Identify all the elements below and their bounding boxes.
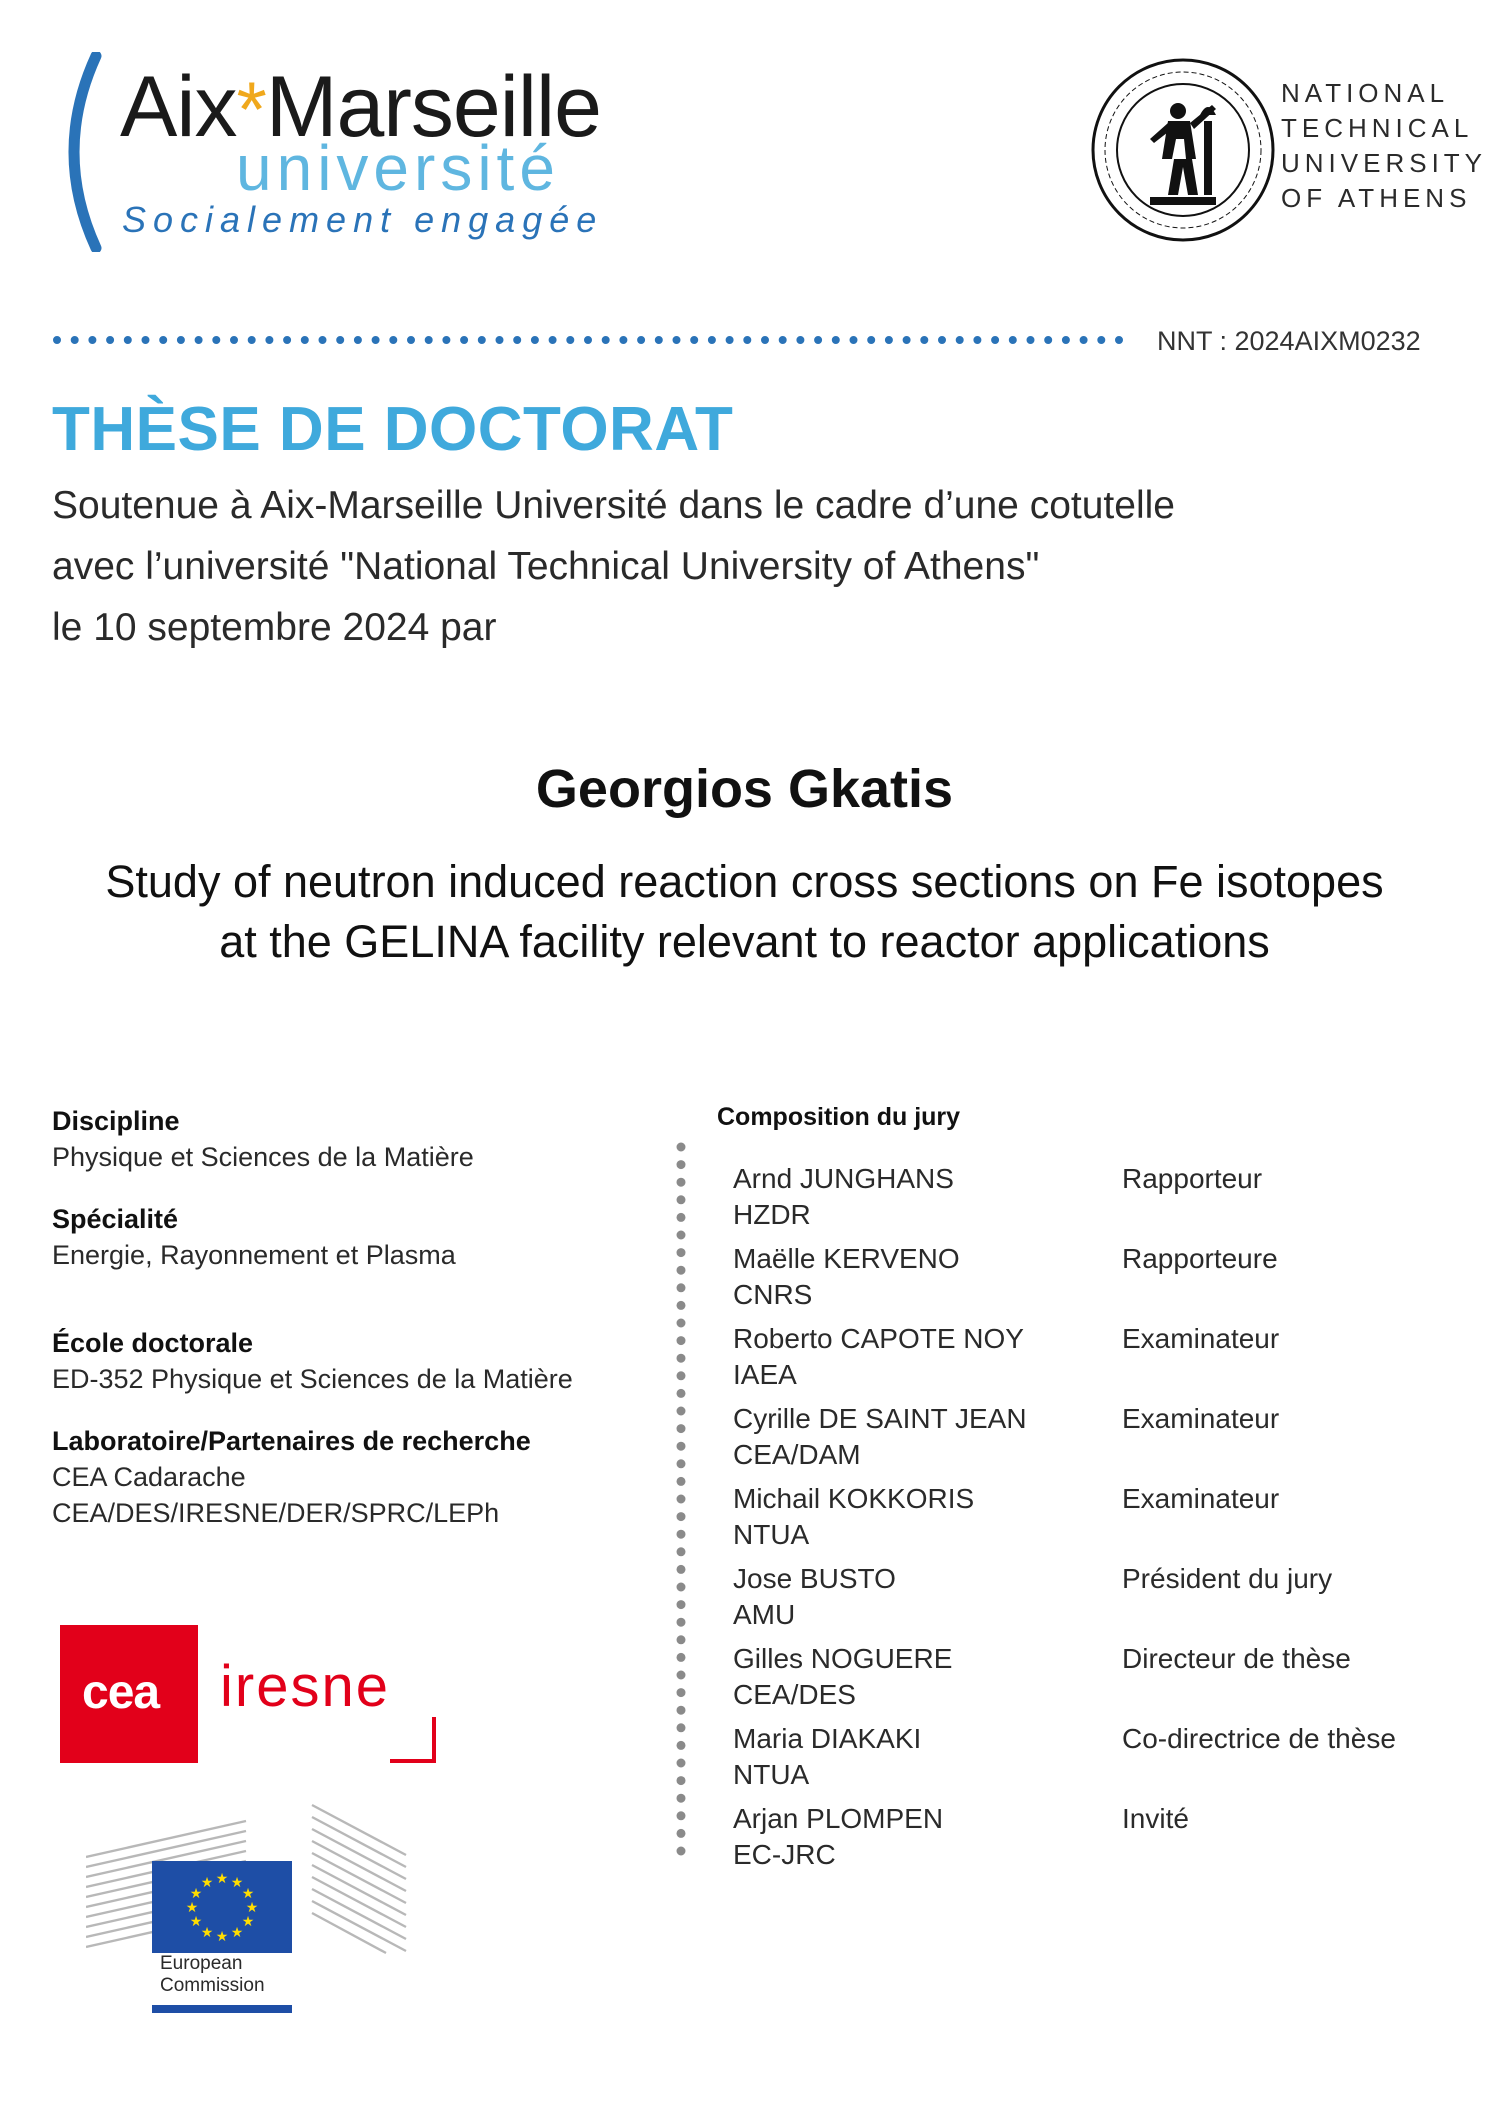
svg-text:★: ★ [185,1900,199,1916]
specialite-value: Energie, Rayonnement et Plasma [52,1240,456,1270]
jury-member-role: Examinateur [1122,1323,1280,1354]
defense-line: avec l’université "National Technical University of Athens" [52,545,1040,588]
jury-member [733,1481,1433,1561]
jury-member-institution: CNRS [733,1279,813,1310]
jury-member-name: Roberto CAPOTE NOY [733,1323,1024,1354]
iresne-wordmark: iresne [220,1654,390,1719]
discipline-label: Discipline [52,1106,180,1136]
jury-member-role: Président du jury [1122,1563,1333,1594]
ntua-line-university: UNIVERSITY [1281,148,1488,178]
jury-member-institution: HZDR [733,1199,811,1230]
ec-label-line: European [160,1953,243,1974]
jury-member-institution: CEA/DAM [733,1439,861,1470]
ec-underline [152,2005,292,2013]
amu-parenthesis-icon [48,52,108,252]
jury-heading: Composition du jury [717,1103,961,1131]
defense-line: Soutenue à Aix-Marseille Université dans le cadre d’une cotutelle [52,484,1175,527]
defense-line: le 10 septembre 2024 par [52,606,497,649]
jury-member-role: Rapporteur [1122,1163,1263,1194]
svg-text:★: ★ [230,1875,244,1891]
jury-member-institution: EC-JRC [733,1839,836,1870]
amu-aix: Aix [120,59,237,155]
jury-member-role: Co-directrice de thèse [1122,1723,1396,1754]
ec-label [160,1953,265,1997]
author-name: Georgios Gkatis [535,759,954,819]
ntua-prometheus-seal-icon [1088,55,1278,245]
iresne-corner-icon [388,1717,436,1763]
ecole-label: École doctorale [52,1328,254,1358]
labo-label: Laboratoire/Partenaires de recherche [52,1426,531,1456]
jury-member-institution: NTUA [733,1519,810,1550]
svg-text:★: ★ [215,1929,229,1945]
svg-text:★: ★ [241,1886,255,1902]
thesis-title [0,852,1489,972]
jury-member-role: Examinateur [1122,1483,1280,1514]
thesis-title-line: at the GELINA facility relevant to reactor applications [219,916,1270,967]
labo-value: CEA/DES/IRESNE/DER/SPRC/LEPh [52,1498,500,1528]
ntua-line-technical: TECHNICAL [1281,113,1474,143]
jury-member-name: Arnd JUNGHANS [733,1163,954,1194]
jury-member [733,1241,1433,1321]
ec-building-flag-icon [86,1795,416,1955]
jury-member [733,1721,1433,1801]
svg-text:★: ★ [215,1871,229,1887]
amu-tagline: Socialement engagée [122,199,604,240]
svg-text:★: ★ [200,1925,214,1941]
jury-member [733,1641,1433,1721]
jury-member-institution: NTUA [733,1759,810,1790]
cea-wordmark: cea [82,1666,160,1719]
jury-member-role: Rapporteure [1122,1243,1278,1274]
european-commission-logo [86,1795,416,2020]
jury-member-name: Gilles NOGUERE [733,1643,953,1674]
thesis-title-line: Study of neutron induced reaction cross sections on Fe isotopes [105,856,1384,907]
ntua-line-athens: OF ATHENS [1281,183,1472,213]
svg-text:★: ★ [189,1914,203,1930]
discipline-value: Physique et Sciences de la Matière [52,1142,474,1172]
these-title: THÈSE DE DOCTORAT [52,395,734,464]
jury-member-name: Arjan PLOMPEN [733,1803,944,1834]
amu-marseille: Marseille [265,59,601,155]
jury-member-role: Examinateur [1122,1403,1280,1434]
jury-member [733,1321,1433,1401]
jury-dotted-divider [674,1140,688,1870]
jury-member-name: Maëlle KERVENO [733,1243,960,1274]
jury-member-institution: IAEA [733,1359,797,1390]
jury-member-name: Michail KOKKORIS [733,1483,975,1514]
ntua-wordmark [1281,76,1487,216]
nnt-number: NNT : 2024AIXM0232 [1157,326,1421,356]
dotted-separator [52,334,1124,346]
ntua-line-national: NATIONAL [1281,78,1450,108]
jury-member [733,1161,1433,1241]
jury-member-role: Directeur de thèse [1122,1643,1351,1674]
ec-label-line: Commission [160,1975,265,1996]
jury-member-name: Jose BUSTO [733,1563,896,1594]
amu-logo [48,52,608,252]
svg-text:★: ★ [200,1875,214,1891]
thesis-info [52,1103,652,1531]
defense-statement [52,475,1175,658]
svg-text:★: ★ [241,1914,255,1930]
svg-text:★: ★ [245,1900,259,1916]
jury-member-role: Invité [1122,1803,1189,1834]
amu-star-icon: * [236,65,266,153]
specialite-label: Spécialité [52,1204,179,1234]
cea-iresne-logo [60,1625,440,1765]
jury-member [733,1561,1433,1641]
svg-text:★: ★ [230,1925,244,1941]
svg-text:★: ★ [189,1886,203,1902]
jury-member-name: Cyrille DE SAINT JEAN [733,1403,1027,1434]
jury-member-institution: AMU [733,1599,796,1630]
jury-member-name: Maria DIAKAKI [733,1723,922,1754]
jury-member [733,1401,1433,1481]
jury-member-institution: CEA/DES [733,1679,856,1710]
amu-universite: université [236,132,560,204]
ecole-value: ED-352 Physique et Sciences de la Matière [52,1364,573,1394]
jury-list [733,1161,1433,1881]
labo-value: CEA Cadarache [52,1462,246,1492]
jury-member [733,1801,1433,1881]
